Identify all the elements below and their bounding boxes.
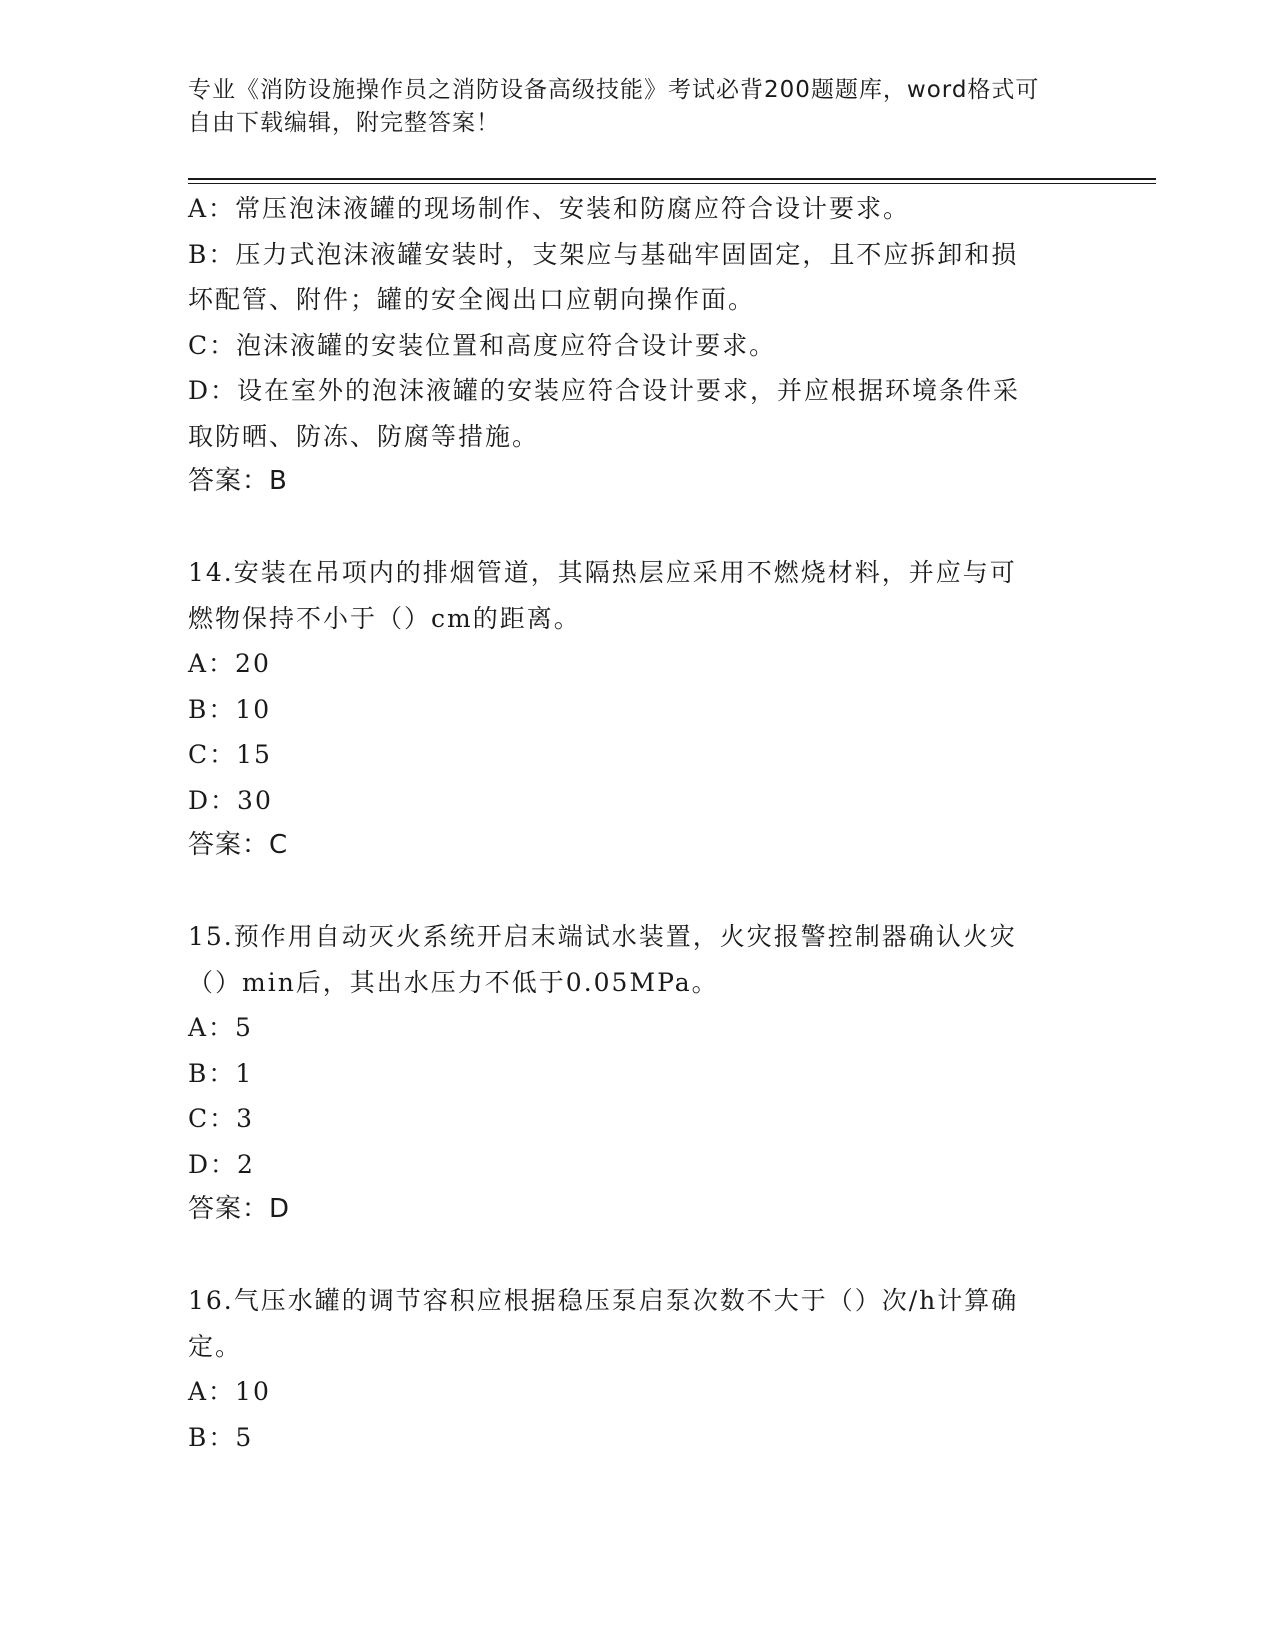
- option-b: B：5: [188, 1422, 254, 1452]
- question-stem: 14.安装在吊项内的排烟管道，其隔热层应采用不燃烧材料，并应与可: [188, 558, 1017, 587]
- question-stem: 15.预作用自动灭火系统开启末端试水装置，火灾报警控制器确认火灾: [188, 922, 1017, 951]
- header-line-2: 自由下载编辑，附完整答案！: [188, 110, 500, 136]
- option-d: D：2: [188, 1149, 255, 1179]
- header-line-1: 专业《消防设施操作员之消防设备高级技能》考试必背200题题库，word格式可: [188, 77, 1040, 103]
- question-stem-continued: 定。: [188, 1331, 243, 1361]
- option-b: B：10: [188, 694, 272, 724]
- answer: 答案：C: [188, 830, 289, 860]
- answer: 答案：D: [188, 1194, 291, 1224]
- option-a: A：常压泡沫液罐的现场制作、安装和防腐应符合设计要求。: [188, 194, 911, 223]
- option-d: D：设在室外的泡沫液罐的安装应符合设计要求，并应根据环境条件采: [188, 376, 1021, 405]
- option-b-continued: 坏配管、附件；罐的安全阀出口应朝向操作面。: [188, 285, 756, 314]
- question-content: [188, 186, 1088, 1460]
- header-divider-thin: [188, 183, 1156, 184]
- option-a: A：10: [188, 1377, 271, 1406]
- question-16: [188, 1278, 1088, 1460]
- option-a: A：20: [188, 649, 271, 678]
- option-b: B：1: [188, 1058, 254, 1088]
- question-15: [188, 914, 1088, 1233]
- spacer: [188, 505, 1088, 551]
- document-header: [188, 74, 1068, 140]
- question-stem-continued: 燃物保持不小于（）cm的距离。: [188, 603, 581, 633]
- option-c: C：泡沫液罐的安装位置和高度应符合设计要求。: [188, 330, 777, 360]
- option-c: C：15: [188, 740, 272, 769]
- option-c: C：3: [188, 1104, 255, 1133]
- option-a: A：5: [188, 1013, 253, 1042]
- question-stem-continued: （）min后，其出水压力不低于0.05MPa。: [188, 967, 719, 997]
- option-d-continued: 取防晒、防冻、防腐等措施。: [188, 421, 540, 451]
- option-d: D：30: [188, 785, 273, 815]
- spacer: [188, 869, 1088, 915]
- question-14: [188, 550, 1088, 869]
- option-b: B：压力式泡沫液罐安装时，支架应与基础牢固固定，且不应拆卸和损: [188, 239, 1019, 269]
- question-13-block: [188, 186, 1088, 505]
- header-divider-thick: [188, 178, 1156, 180]
- answer: 答案：B: [188, 466, 288, 496]
- question-stem: 16.气压水罐的调节容积应根据稳压泵启泵次数不大于（）次/h计算确: [188, 1286, 1019, 1315]
- spacer: [188, 1233, 1088, 1279]
